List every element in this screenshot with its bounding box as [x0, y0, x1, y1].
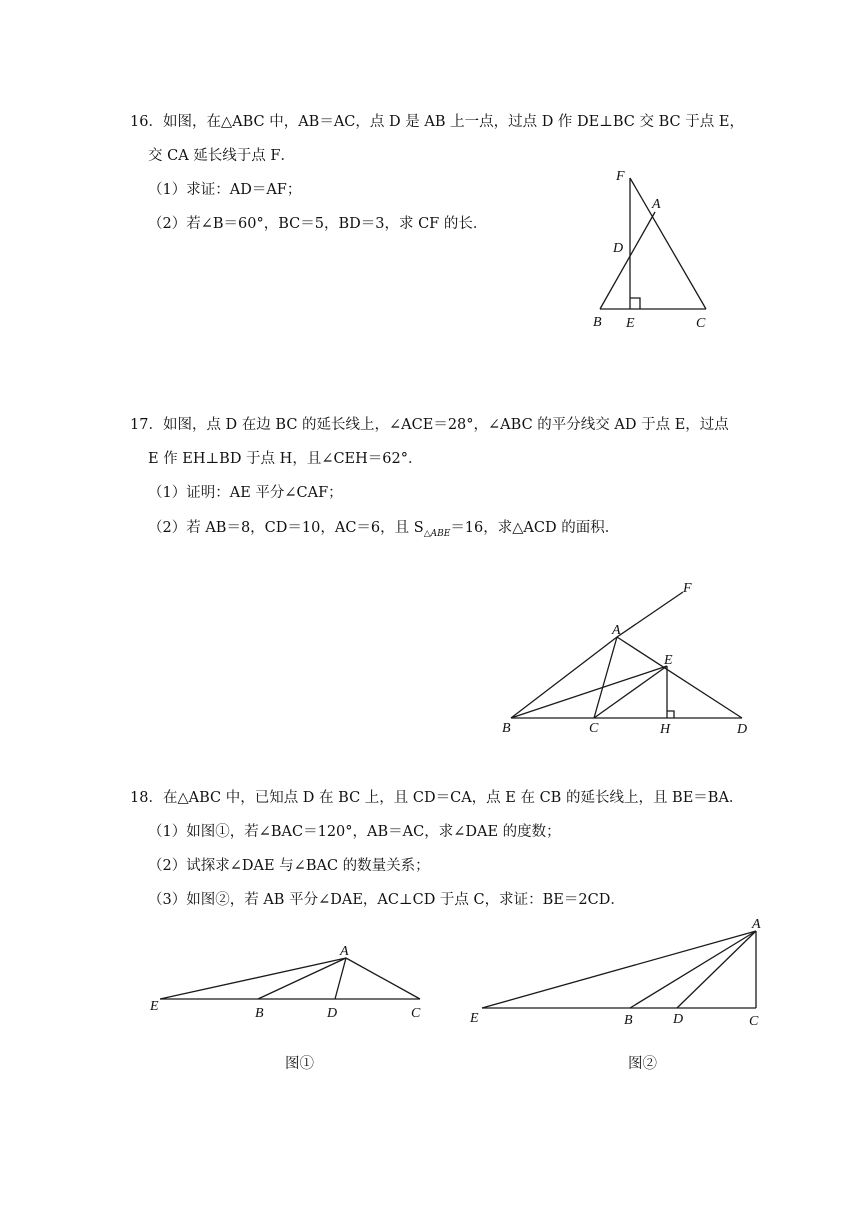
p16-label-C: C	[696, 316, 706, 331]
p17-label-A: A	[612, 623, 621, 638]
p18-fig2-label-C: C	[749, 1014, 759, 1029]
p17-label-H: H	[660, 722, 671, 737]
p16-statement-line1: 16．如图，在△ABC 中，AB＝AC，点 D 是 AB 上一点，过点 D 作 DE⊥BC 交 BC 于点 E，	[130, 114, 744, 130]
p16-label-F: F	[616, 169, 625, 184]
p18-fig1-caption: 图①	[285, 1056, 314, 1072]
p17-label-F: F	[683, 581, 692, 596]
p18-fig2-label-E: E	[470, 1011, 479, 1026]
p17-question-2-tail: ＝16，求△ACD 的面积．	[450, 520, 620, 536]
p17-label-E: E	[664, 653, 673, 668]
p16-question-2: （2）若∠B＝60°，BC＝5，BD＝3，求 CF 的长．	[148, 216, 488, 232]
p18-fig1-label-B: B	[255, 1006, 264, 1021]
p18-fig1-label-C: C	[411, 1006, 421, 1021]
p16-question-1: （1）求证：AD＝AF；	[148, 182, 302, 198]
p17-question-2-text: （2）若 AB＝8，CD＝10，AC＝6，且 S	[148, 520, 424, 536]
p18-fig1-label-A: A	[340, 944, 349, 959]
p17-question-1: （1）证明：AE 平分∠CAF；	[148, 485, 343, 501]
p18-question-1: （1）如图①，若∠BAC＝120°，AB＝AC，求∠DAE 的度数；	[148, 824, 561, 840]
p18-fig1-label-E: E	[150, 999, 159, 1014]
p18-question-2: （2）试探求∠DAE 与∠BAC 的数量关系；	[148, 858, 430, 874]
p18-question-3: （3）如图②，若 AB 平分∠DAE，AC⊥CD 于点 C，求证：BE＝2CD．	[148, 892, 625, 908]
p17-label-C: C	[589, 721, 599, 736]
p16-label-A: A	[652, 197, 661, 212]
p17-label-B: B	[502, 721, 511, 736]
p17-area-subscript: △ABE	[423, 528, 451, 539]
p18-fig2-label-A: A	[752, 917, 761, 932]
p18-fig2-label-B: B	[624, 1013, 633, 1028]
p18-statement-line1: 18．在△ABC 中，已知点 D 在 BC 上，且 CD＝CA，点 E 在 CB 的延长线上，且 BE＝BA．	[130, 790, 744, 806]
p16-label-E: E	[626, 316, 635, 331]
p16-label-D: D	[613, 241, 624, 256]
p18-fig2-label-D: D	[673, 1012, 684, 1027]
p16-label-B: B	[593, 315, 602, 330]
p16-statement-line2: 交 CA 延长线于点 F．	[148, 148, 295, 164]
p17-statement-line1: 17．如图，点 D 在边 BC 的延长线上，∠ACE＝28°，∠ABC 的平分线交 AD 于点 E，过点	[130, 417, 729, 433]
p17-label-D: D	[737, 722, 748, 737]
p18-fig1-label-D: D	[327, 1006, 338, 1021]
p17-statement-line2: E 作 EH⊥BD 于点 H，且∠CEH＝62°．	[148, 451, 423, 467]
p18-fig2-caption: 图②	[628, 1056, 657, 1072]
